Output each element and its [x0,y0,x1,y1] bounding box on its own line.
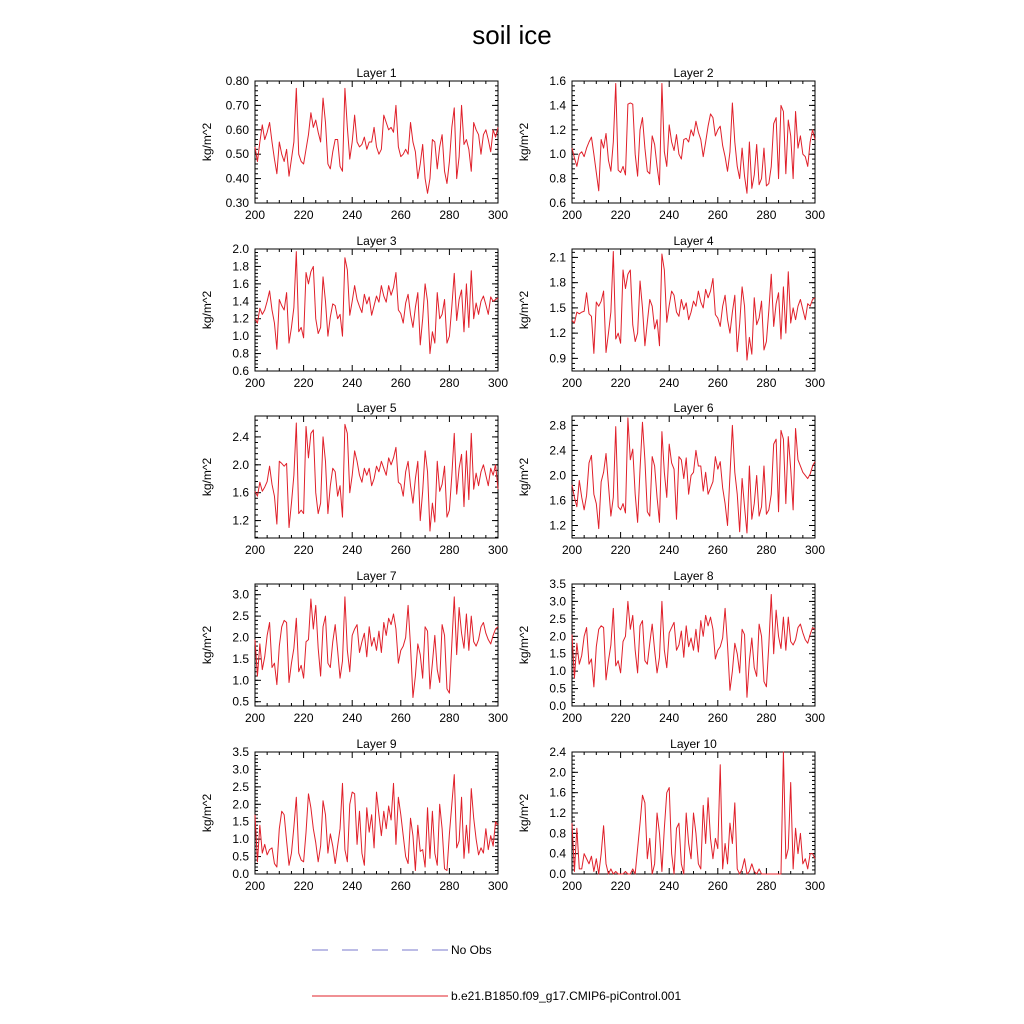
x-tick-label: 280 [756,208,777,222]
panel-layer-6 [517,401,825,557]
y-tick-label: 0.8 [549,826,566,841]
x-tick-label: 280 [439,879,460,893]
x-tick-label: 240 [342,879,363,893]
x-tick-label: 280 [439,711,460,725]
y-tick-label: 1.2 [232,513,249,528]
y-tick-label: 3.5 [549,577,566,591]
y-tick-label: 2.8 [549,418,566,433]
x-tick-label: 200 [244,879,266,893]
plot-frame [255,752,498,874]
x-tick-label: 240 [659,879,680,893]
y-tick-label: 1.6 [549,74,566,88]
panel-title: Layer 4 [673,234,714,248]
y-tick-label: 2.0 [232,457,249,472]
y-tick-label: 0.0 [549,699,566,713]
x-tick-label: 280 [756,711,777,725]
y-tick-label: 1.2 [549,806,566,820]
x-tick-label: 280 [756,543,777,557]
x-tick-label: 280 [756,879,777,893]
series-line-layer-4 [572,252,815,361]
x-tick-label: 300 [804,376,826,390]
y-axis-label: kg/m^2 [517,122,531,162]
x-tick-label: 240 [659,376,680,390]
panel-layer-3 [200,234,508,390]
panel-layer-8 [517,569,825,725]
x-tick-label: 260 [707,543,728,557]
y-tick-label: 0.40 [225,171,249,186]
x-tick-label: 220 [610,543,631,557]
y-tick-label: 2.4 [549,443,566,458]
x-tick-label: 220 [610,711,631,725]
y-tick-label: 1.0 [549,147,566,162]
y-tick-label: 1.5 [232,814,249,829]
y-axis-label: kg/m^2 [200,457,214,497]
x-tick-label: 300 [487,879,509,893]
x-tick-label: 240 [342,376,363,390]
panel-title: Layer 6 [673,401,714,415]
y-axis-label: kg/m^2 [200,122,214,162]
plot-frame [572,249,815,371]
x-tick-label: 260 [390,543,411,557]
y-tick-label: 0.9 [549,351,566,366]
y-tick-label: 0.5 [232,849,249,864]
y-tick-label: 1.6 [232,276,249,291]
x-tick-label: 300 [487,711,509,725]
x-tick-label: 200 [244,711,266,725]
plot-frame [255,81,498,203]
y-tick-label: 0.50 [225,147,249,162]
x-tick-label: 280 [439,543,460,557]
y-axis-label: kg/m^2 [517,290,531,330]
x-tick-label: 260 [390,879,411,893]
y-tick-label: 3.0 [549,594,566,609]
panel-layer-10 [517,737,825,893]
y-tick-label: 2.0 [232,630,249,645]
y-tick-label: 1.0 [232,832,249,847]
y-tick-label: 3.0 [232,762,249,777]
series-line-layer-10 [572,752,815,874]
x-tick-label: 260 [390,376,411,390]
panel-layer-5 [200,401,508,557]
y-tick-label: 2.4 [549,745,566,759]
series-line-layer-3 [255,252,498,354]
y-tick-label: 2.5 [232,609,249,624]
x-tick-label: 200 [244,208,266,222]
y-tick-label: 2.0 [549,629,566,644]
y-tick-label: 1.6 [549,785,566,800]
x-tick-label: 240 [342,208,363,222]
y-tick-label: 0.60 [225,122,249,137]
y-tick-label: 1.0 [232,329,249,344]
y-axis-label: kg/m^2 [200,290,214,330]
series-line-layer-9 [255,775,498,871]
y-axis-label: kg/m^2 [200,793,214,833]
y-tick-label: 2.0 [549,765,566,780]
legend [312,943,681,1003]
x-tick-label: 280 [439,208,460,222]
panel-layer-2 [517,66,825,222]
y-tick-label: 2.5 [232,779,249,794]
series-line-layer-6 [572,418,815,533]
x-tick-label: 200 [561,879,583,893]
y-tick-label: 0.70 [225,98,249,113]
y-tick-label: 0.5 [232,694,249,709]
y-tick-label: 0.4 [549,846,566,861]
y-tick-label: 2.0 [232,242,249,256]
x-tick-label: 220 [293,879,314,893]
y-tick-label: 0.0 [232,867,249,881]
y-tick-label: 0.8 [549,171,566,186]
x-tick-label: 200 [561,208,583,222]
x-tick-label: 220 [610,879,631,893]
x-tick-label: 300 [804,879,826,893]
x-tick-label: 220 [293,376,314,390]
y-tick-label: 1.6 [232,485,249,500]
panel-title: Layer 3 [356,234,397,248]
series-line-layer-1 [255,88,498,193]
panel-title: Layer 2 [673,66,714,80]
x-tick-label: 240 [342,543,363,557]
panel-layer-9 [200,737,508,893]
y-tick-label: 2.0 [232,797,249,812]
x-tick-label: 220 [610,208,631,222]
y-tick-label: 0.6 [549,196,566,210]
plot-frame [255,584,498,706]
plot-frame [255,249,498,371]
y-tick-label: 1.2 [549,518,566,533]
x-tick-label: 200 [244,543,266,557]
x-tick-label: 200 [244,376,266,390]
x-tick-label: 300 [804,543,826,557]
y-tick-label: 0.30 [225,196,249,210]
y-tick-label: 1.0 [549,664,566,679]
x-tick-label: 220 [293,711,314,725]
x-tick-label: 300 [804,711,826,725]
series-line-layer-2 [572,83,815,193]
x-tick-label: 200 [561,543,583,557]
series-line-layer-5 [255,423,498,531]
figure-title: soil ice [472,20,552,50]
y-tick-label: 1.4 [232,294,249,309]
x-tick-label: 300 [487,543,509,557]
x-tick-label: 200 [561,711,583,725]
panel-title: Layer 5 [356,401,397,415]
y-tick-label: 1.5 [549,300,566,315]
y-tick-label: 1.4 [549,98,566,113]
series-line-layer-8 [572,594,815,697]
x-tick-label: 240 [659,208,680,222]
y-tick-label: 2.0 [549,468,566,483]
y-tick-label: 1.5 [549,646,566,661]
x-tick-label: 240 [659,711,680,725]
y-tick-label: 0.8 [232,346,249,361]
y-tick-label: 1.6 [549,493,566,508]
panel-title: Layer 1 [356,66,397,80]
x-tick-label: 240 [659,543,680,557]
panel-layer-4 [517,234,825,390]
panel-layer-7 [200,569,508,725]
panel-title: Layer 7 [356,569,397,583]
y-tick-label: 1.2 [549,122,566,137]
y-tick-label: 1.2 [549,326,566,341]
x-tick-label: 260 [390,711,411,725]
plot-frame [572,81,815,203]
series-line-layer-7 [255,597,498,698]
panel-grid [200,66,825,893]
x-tick-label: 220 [293,543,314,557]
legend-label-no-obs: No Obs [451,943,492,957]
y-tick-label: 3.5 [232,745,249,759]
y-tick-label: 0.80 [225,74,249,88]
y-tick-label: 1.8 [232,259,249,274]
y-tick-label: 2.4 [232,429,249,444]
x-tick-label: 260 [707,208,728,222]
x-tick-label: 260 [707,376,728,390]
x-tick-label: 200 [561,376,583,390]
y-tick-label: 1.5 [232,651,249,666]
x-tick-label: 280 [756,376,777,390]
panel-layer-1 [200,66,508,222]
y-tick-label: 2.5 [549,611,566,626]
x-tick-label: 300 [804,208,826,222]
y-tick-label: 0.0 [549,867,566,881]
legend-label-model: b.e21.B1850.f09_g17.CMIP6-piControl.001 [451,989,682,1003]
y-tick-label: 3.0 [232,587,249,602]
y-axis-label: kg/m^2 [517,457,531,497]
y-tick-label: 2.1 [549,250,566,265]
x-tick-label: 260 [707,879,728,893]
plot-frame [255,416,498,538]
x-tick-label: 260 [707,711,728,725]
x-tick-label: 220 [610,376,631,390]
panel-title: Layer 8 [673,569,714,583]
panel-title: Layer 9 [356,737,397,751]
x-tick-label: 280 [439,376,460,390]
plot-frame [572,416,815,538]
y-tick-label: 0.6 [232,364,249,378]
panel-title: Layer 10 [670,737,717,751]
y-tick-label: 1.0 [232,673,249,688]
x-tick-label: 300 [487,208,509,222]
y-tick-label: 0.5 [549,681,566,696]
x-tick-label: 240 [342,711,363,725]
plot-frame [572,584,815,706]
x-tick-label: 260 [390,208,411,222]
y-axis-label: kg/m^2 [517,625,531,665]
y-axis-label: kg/m^2 [517,793,531,833]
y-tick-label: 1.8 [549,275,566,290]
x-tick-label: 300 [487,376,509,390]
y-axis-label: kg/m^2 [200,625,214,665]
y-tick-label: 1.2 [232,311,249,326]
x-tick-label: 220 [293,208,314,222]
